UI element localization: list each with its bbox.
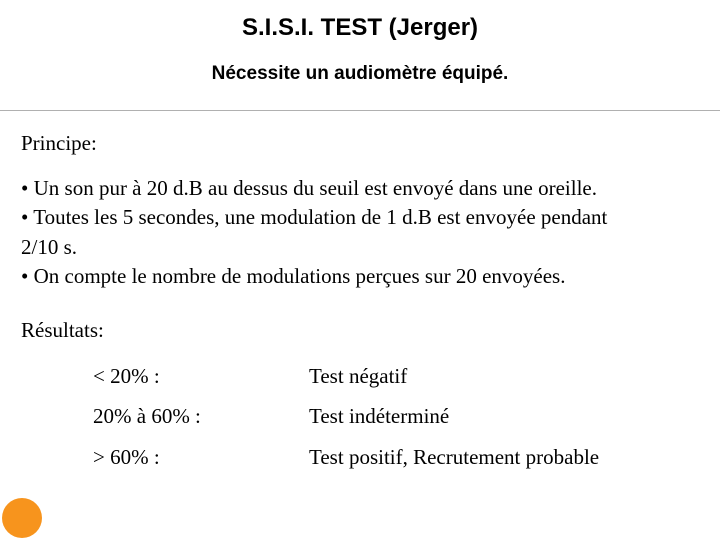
result-range: < 20% : xyxy=(93,364,160,388)
resultats-heading: Résultats: xyxy=(21,318,104,342)
slide-subtitle: Nécessite un audiomètre équipé. xyxy=(211,63,509,84)
result-outcome: Test positif, Recrutement probable xyxy=(309,445,600,469)
divider xyxy=(0,110,720,111)
bullet-line: • Toutes les 5 secondes, une modulation de 1 d.B est envoyée pendant xyxy=(21,205,608,230)
principe-heading: Principe: xyxy=(21,131,97,155)
bullet-line: 2/10 s. xyxy=(21,234,78,259)
result-outcome: Test négatif xyxy=(309,364,408,388)
result-range: > 60% : xyxy=(93,445,160,469)
bullet-line: • Un son pur à 20 d.B au dessus du seuil est envoyé dans une oreille. xyxy=(21,176,598,200)
orange-dot-icon xyxy=(2,498,42,538)
slide-title: S.I.S.I. TEST (Jerger) xyxy=(241,14,479,41)
bullet-line: • On compte le nombre de modulations perçues sur 20 envoyées. xyxy=(21,263,566,288)
principe-bullets xyxy=(21,174,701,291)
result-range: 20% à 60% : xyxy=(93,404,201,428)
result-outcome: Test indéterminé xyxy=(309,404,450,428)
